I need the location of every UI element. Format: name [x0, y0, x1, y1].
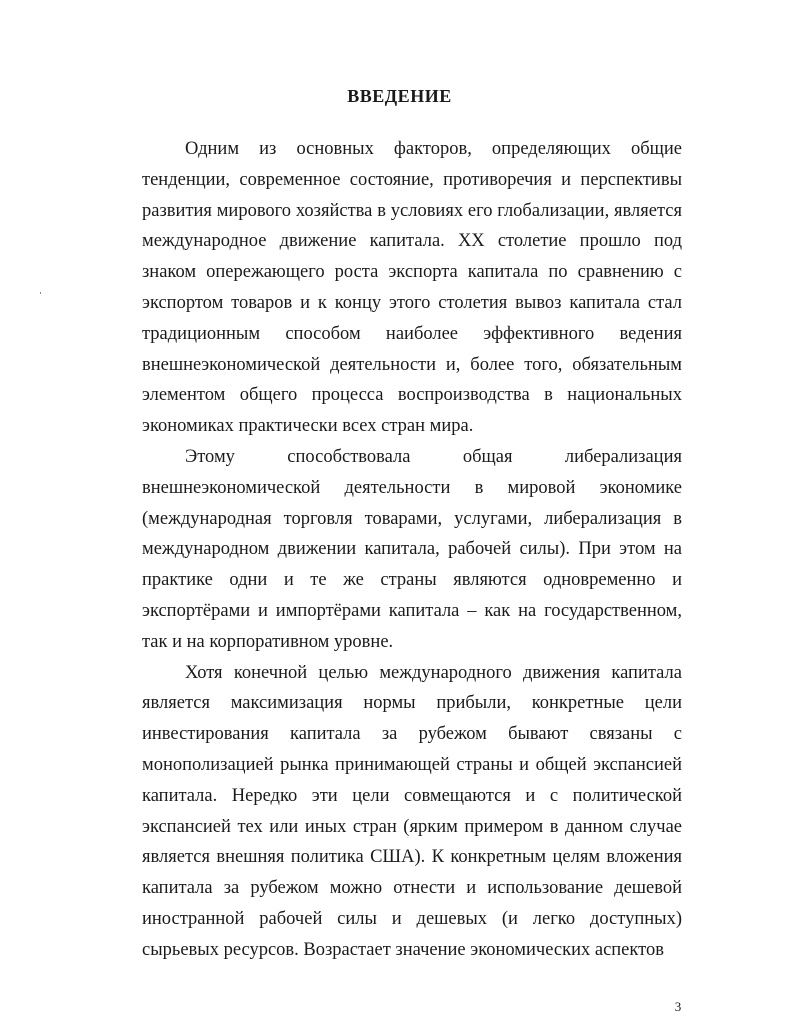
page-title: ВВЕДЕНИЕ [347, 86, 452, 106]
body-text [142, 134, 682, 966]
paragraph-3: Хотя конечной целью международного движения капитала является максимизация нормы прибыли, конкретные цели инвестирования капитала за рубежом бывают связаны с монополизацией рынка принимающей страны и общей экспансией капитала. Нередко эти цели совмещаются и с политической экспансией тех или иных стран (ярким примером в данном случае является внешняя политика США). К конкретным целям вложения капитала за рубежом можно отнести и использование дешевой иностранной рабочей силы и дешевых (и легко доступных) сырьевых ресурсов. Возрастает значение экономических аспектов [142, 662, 682, 960]
page-number: 3 [674, 999, 682, 1014]
paragraph-2: Этому способствовала общая либерализация внешнеэкономической деятельности в мировой экономике (международная торговля товарами, услугами, либерализация в международном движении капитала, рабочей силы). При этом на практике одни и те же страны являются одновременно и экспортёрами и импортёрами капитала – как на государственном, так и на корпоративном уровне. [142, 446, 682, 652]
paragraph-1: Одним из основных факторов, определяющих общие тенденции, современное состояние, противоречия и перспективы развития мирового хозяйства в условиях его глобализации, является международное движение капитала. XX столетие прошло под знаком опережающего роста экспорта капитала по сравнению с экспортом товаров и к концу этого столетия вывоз капитала стал традиционным способом наиболее эффективного ведения внешнеэкономической деятельности и, более того, обязательным элементом общего процесса воспроизводства в национальных экономиках практически всех стран мира. [142, 139, 682, 437]
scan-speck [40, 292, 41, 294]
